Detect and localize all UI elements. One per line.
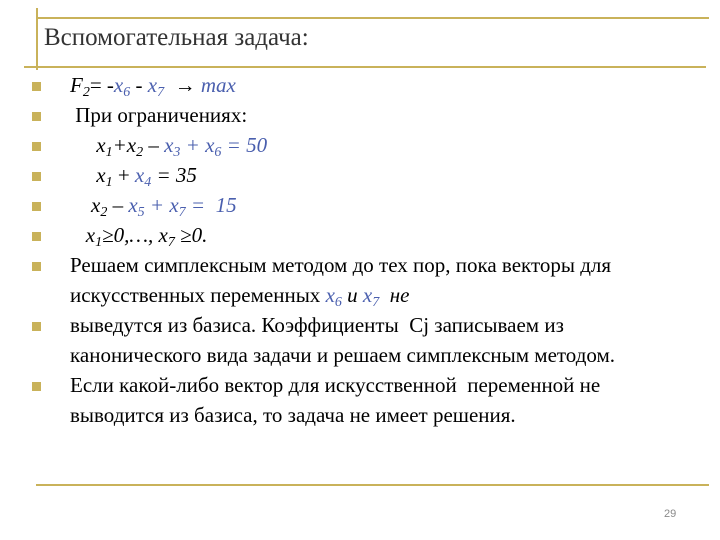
text-run: max [200,73,236,97]
text-run: выведутся из базиса. Коэффициенты Cj записываем из канонического вида задачи и решаем симплексным методом. [70,313,616,367]
title-rule-top [36,17,709,19]
text-run: - [130,73,148,97]
text-run: = 15 [185,193,237,217]
list-item [32,160,692,190]
text-run: Решаем симплексным методом до тех пор, пока векторы для искусственных переменных [70,253,617,307]
subscript: 7 [157,85,165,100]
text-run: При ограничениях: [70,103,248,127]
square-bullet-icon [32,262,41,271]
subscript: 4 [144,175,152,190]
text-run: x [164,133,174,157]
page-number: 29 [664,508,677,520]
subscript: 2 [136,145,144,160]
list-item [32,70,692,100]
subscript: 5 [137,205,145,220]
subscript: 2 [100,205,108,220]
subscript: 1 [95,235,103,250]
text-run: + [180,133,206,157]
square-bullet-icon [32,382,41,391]
list-item [32,370,692,430]
text-run: x [70,133,106,157]
text-run: ≥0,…, [102,223,159,247]
text-run: x [169,193,179,217]
text-run: + [144,193,170,217]
square-bullet-icon [32,82,41,91]
text-run: + [112,163,135,187]
subscript: 1 [105,175,113,190]
list-item [32,310,692,370]
subscript: 2 [82,85,90,100]
subscript: 7 [167,235,175,250]
text-run: x [113,73,124,97]
text-run: – [143,133,165,157]
text-run: x [70,223,96,247]
list-item [32,130,692,160]
subscript: 1 [105,145,113,160]
subscript: 7 [178,205,186,220]
text-run: ≥0. [174,223,208,247]
square-bullet-icon [32,112,41,121]
text-run: x [147,73,158,97]
list-item [32,190,692,220]
text-run: x [128,193,138,217]
text-run: = - [89,73,114,97]
subscript: 3 [173,145,181,160]
square-bullet-icon [32,232,41,241]
square-bullet-icon [32,322,41,331]
title-rule-horizontal [24,66,706,68]
subscript: 6 [123,85,131,100]
list-item [32,100,692,130]
text-run: x [205,133,215,157]
list-item [32,250,692,310]
text-run: не [379,283,410,307]
text-run: x [70,163,106,187]
footer-rule [36,484,709,486]
text-run: → [164,73,201,97]
bullet-list [32,70,692,430]
text-run: x [158,223,168,247]
text-run: x [70,193,101,217]
slide-title: Вспомогательная задача: [44,24,309,51]
list-item [32,220,692,250]
square-bullet-icon [32,202,41,211]
square-bullet-icon [32,172,41,181]
text-run: = 35 [151,163,197,187]
subscript: 7 [372,295,380,310]
text-run: F [70,73,83,97]
subscript: 6 [334,295,342,310]
text-run: – [107,193,129,217]
text-run: = 50 [221,133,268,157]
text-run: x [134,163,145,187]
square-bullet-icon [32,142,41,151]
text-run: x [362,283,373,307]
text-run: и [341,283,363,307]
text-run: Если какой-либо вектор для искусственной переменной не выводится из базиса, то задача не имеет решения. [70,373,606,427]
text-run: +x [112,133,137,157]
subscript: 6 [214,145,222,160]
text-run: x [325,283,335,307]
